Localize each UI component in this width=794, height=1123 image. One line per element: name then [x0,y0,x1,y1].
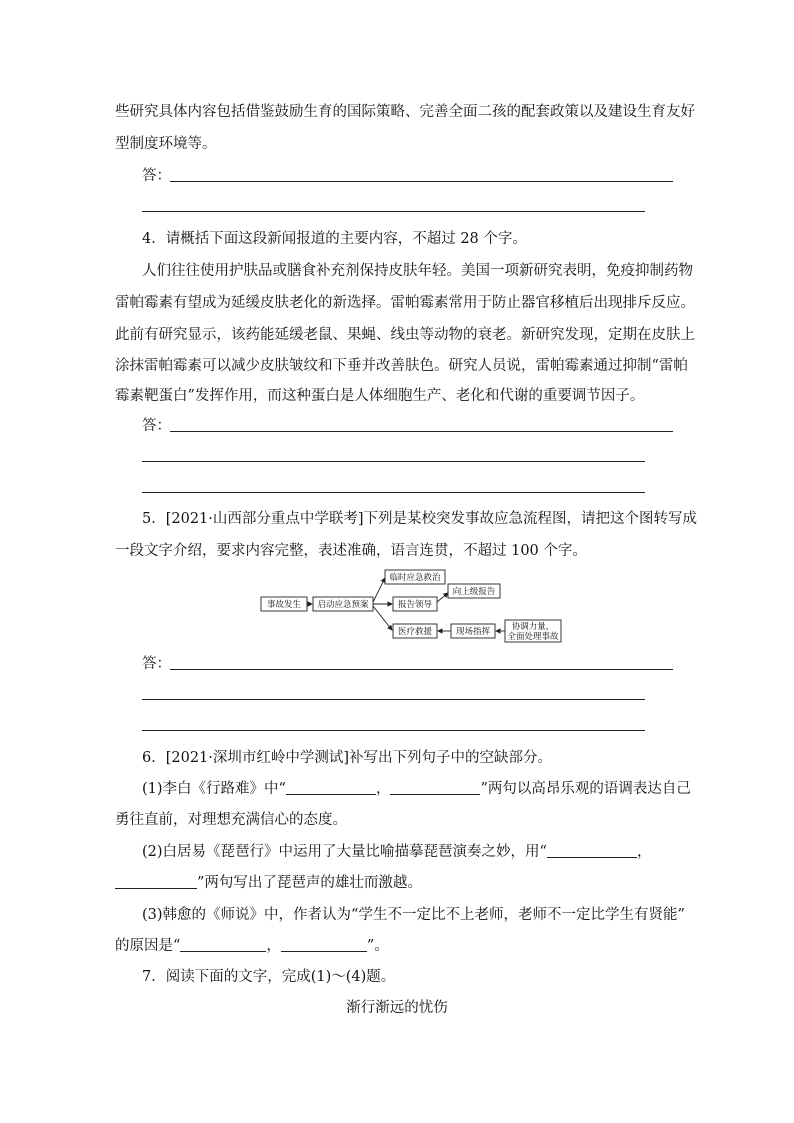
q6-item1-text-c: ”两句以高昂乐观的语调表达自己 [480,781,691,797]
q3-line-1: 些研究具体内容包括借鉴鼓励生育的国际策略、完善全面二孩的配套政策以及建设生育友好 [115,104,695,120]
q6-prompt: 6．[2021·深圳市红岭中学测试]补写出下列句子中的空缺部分。 [142,750,553,766]
q5-answer-line-1[interactable] [170,669,673,670]
q4-line-2: 雷帕霉素有望成为延缓皮肤老化的新选择。雷帕霉素常用于防止器官移植后出现排斥反应。 [115,295,695,311]
q6-item3-text-b: 的原因是“ [115,938,181,954]
flow-temp-rescue: 临时应急救治 [389,573,441,583]
flow-coord-1: 协调力量， [511,622,555,632]
q4-line-1: 人们往往使用护肤品或膳食补充剂保持皮肤年轻。美国一项新研究表明，免疫抑制药物 [142,263,693,279]
q6-item2-text-b: ， [636,844,652,860]
q5-answer-line-2[interactable] [142,699,645,700]
q6-blank-3[interactable] [547,843,637,858]
flow-report-up: 向上级报告 [452,587,496,597]
flow-medical: 医疗救援 [397,627,433,637]
flow-report-leader: 报告领导 [397,600,433,610]
q3-answer-label: 答： [142,168,171,184]
q6-item-2 [142,842,651,862]
q6-item3-line-1: (3)韩愈的《师说》中，作者认为“学生不一定比不上老师，老师不一定比学生有贤能” [142,907,685,923]
q5-answer-label: 答： [142,656,171,672]
q5-line-1: 5．[2021·山西部分重点中学联考]下列是某校突发事故应急流程图，请把这个图转写成 [142,511,698,527]
q6-item1-line-2: 勇往直前，对理想充满信心的态度。 [115,812,347,828]
q5-answer-line-3[interactable] [142,730,645,731]
q4-prompt: 4．请概括下面这段新闻报道的主要内容，不超过 28 个字。 [142,231,527,247]
q6-blank-6[interactable] [281,937,367,952]
q6-item2-line-2 [115,873,422,893]
q4-answer-line-1[interactable] [170,431,673,432]
flow-coord-2: 全面处理事故 [507,632,559,642]
flow-start-plan: 启动应急预案 [317,600,369,610]
passage-title: 渐行渐远的忧伤 [346,1000,448,1016]
q3-line-2: 型制度环境等。 [115,136,217,152]
q4-line-5: 霉素靶蛋白”发挥作用，而这种蛋白是人体细胞生产、老化和代谢的重要调节因子。 [115,388,645,404]
q6-blank-2[interactable] [390,780,480,795]
q6-item-1 [142,779,691,799]
q6-item1-text-b: ， [375,781,391,797]
q6-item3-text-c: ， [266,938,281,954]
q5-line-2: 一段文字介绍，要求内容完整，表述准确，语言连贯，不超过 100 个字。 [115,543,587,559]
q3-answer-line-1[interactable] [170,181,673,182]
q4-answer-line-2[interactable] [142,461,645,462]
q6-item3-text-d: ”。 [366,938,389,954]
q6-blank-5[interactable] [180,937,266,952]
q4-line-3: 此前有研究显示，该药能延缓老鼠、果蝇、线虫等动物的衰老。新研究发现，定期在皮肤上 [115,327,695,343]
q6-blank-4[interactable] [115,874,197,889]
flow-onsite: 现场指挥 [455,627,491,637]
q6-blank-1[interactable] [286,780,376,795]
emergency-flowchart [255,566,565,646]
q7-prompt: 7．阅读下面的文字，完成(1)～(4)题。 [142,969,396,985]
q6-item2-text-c: ”两句写出了琵琶声的雄壮而激越。 [197,875,422,891]
q4-line-4: 涂抹雷帕霉素可以减少皮肤皱纹和下垂并改善肤色。研究人员说，雷帕霉素通过抑制“雷帕 [115,358,688,374]
flow-accident: 事故发生 [266,600,302,610]
q4-answer-line-3[interactable] [142,492,645,493]
q6-item2-text-a: (2)白居易《琵琶行》中运用了大量比喻描摹琵琶演奏之妙，用“ [142,844,547,860]
q3-answer-line-2[interactable] [142,211,645,212]
q4-answer-label: 答： [142,418,171,434]
q6-item1-text-a: (1)李白《行路难》中“ [142,781,286,797]
q6-item3-line-2 [115,936,389,956]
